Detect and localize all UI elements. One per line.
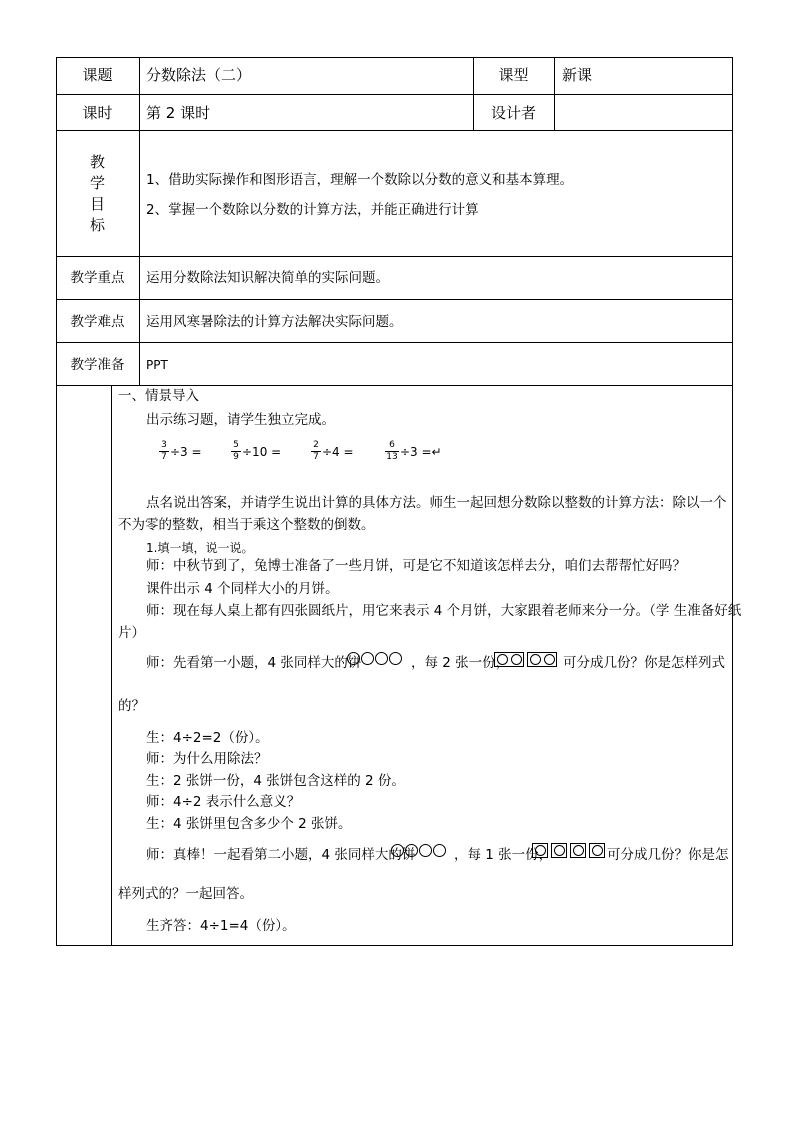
goal-item-1: 1、借助实际操作和图形语言，理解一个数除以分数的意义和基本算理。 xyxy=(146,172,574,188)
q2-part-4: 样列式的？一起回答。 xyxy=(118,886,253,902)
type-label: 课型 xyxy=(498,66,529,84)
preparation-label: 教学准备 xyxy=(70,357,125,373)
q2-part-3: 可分成几份？你是怎 xyxy=(607,847,729,863)
teacher-line-2: 师：现在每人桌上都有四张圆纸片，用它来表示 4 个月饼，大家跟着老师来分一分。（学 生准备好纸 xyxy=(146,603,742,619)
four-cakes-drawing-1 xyxy=(347,652,402,665)
goals-label: 教 学 目 标 xyxy=(89,153,105,234)
teacher-line-1: 师：中秋节到了，兔博士准备了一些月饼，可是它不知道该怎样去分，咱们去帮帮忙好吗？ xyxy=(146,558,686,574)
designer-label: 设计者 xyxy=(490,104,536,122)
period-label: 课时 xyxy=(82,104,113,122)
grouped-cakes-drawing-1 xyxy=(494,652,560,667)
dialog-line: 师：4÷2 表示什么意义？ xyxy=(146,794,301,810)
difficulty-label: 教学难点 xyxy=(70,314,125,330)
answer-line: 生齐答：4÷1=4（份）。 xyxy=(146,918,296,934)
preparation-value: PPT xyxy=(146,358,168,372)
cake-circle-icon xyxy=(391,844,404,857)
teacher-line-2b: 片） xyxy=(118,625,145,641)
section-title: 一、情景导入 xyxy=(118,388,199,404)
cake-circle-icon xyxy=(419,844,432,857)
dialog-line: 师：为什么用除法？ xyxy=(146,751,268,767)
dialog-line: 生：2 张饼一份，4 张饼包含这样的 2 份。 xyxy=(146,773,405,789)
dialog-line: 生：4÷2=2（份）。 xyxy=(146,730,269,746)
grouped-cakes-drawing-2 xyxy=(532,843,605,858)
activity-title: 1.填一填，说一说。 xyxy=(146,541,254,555)
review-line-1: 点名说出答案，并请学生说出计算的具体方法。师生一起回想分数除以整数的计算方法：除以一个 xyxy=(146,495,727,511)
q1-part-4: 的？ xyxy=(118,698,145,714)
courseware-line: 课件出示 4 个同样大小的月饼。 xyxy=(146,581,339,597)
goal-item-2: 2、掌握一个数除以分数的计算方法，并能正确进行计算 xyxy=(146,202,479,218)
cake-circle-icon xyxy=(433,844,446,857)
topic-label: 课题 xyxy=(82,66,113,84)
key-point-value: 运用分数除法知识解决简单的实际问题。 xyxy=(146,270,389,286)
cake-circle-icon xyxy=(389,652,402,665)
cake-circle-icon xyxy=(375,652,388,665)
dialog-line: 生：4 张饼里包含多少个 2 张饼。 xyxy=(146,816,352,832)
q2-part-2: ，每 1 张一份， xyxy=(454,847,553,863)
four-cakes-drawing-2 xyxy=(391,844,446,857)
cake-circle-icon xyxy=(405,844,418,857)
cake-circle-icon xyxy=(347,652,360,665)
q1-part-3: 可分成几份？你是怎样列式 xyxy=(563,655,725,671)
period-value: 第 2 课时 xyxy=(146,104,211,122)
difficulty-value: 运用风寒暑除法的计算方法解决实际问题。 xyxy=(146,314,403,330)
topic-value: 分数除法（二） xyxy=(146,66,252,84)
type-value: 新课 xyxy=(562,66,593,84)
q1-part-1: 师：先看第一小题，4 张同样大的饼 xyxy=(146,655,362,671)
intro-text: 出示练习题，请学生独立完成。 xyxy=(146,412,335,428)
key-point-label: 教学重点 xyxy=(70,270,125,286)
review-line-2: 不为零的整数，相当于乘这个整数的倒数。 xyxy=(118,517,375,533)
q1-part-2: ，每 2 张一份， xyxy=(411,655,510,671)
q2-part-1: 师：真棒！一起看第二小题，4 张同样大的饼 xyxy=(146,847,416,863)
cake-circle-icon xyxy=(361,652,374,665)
